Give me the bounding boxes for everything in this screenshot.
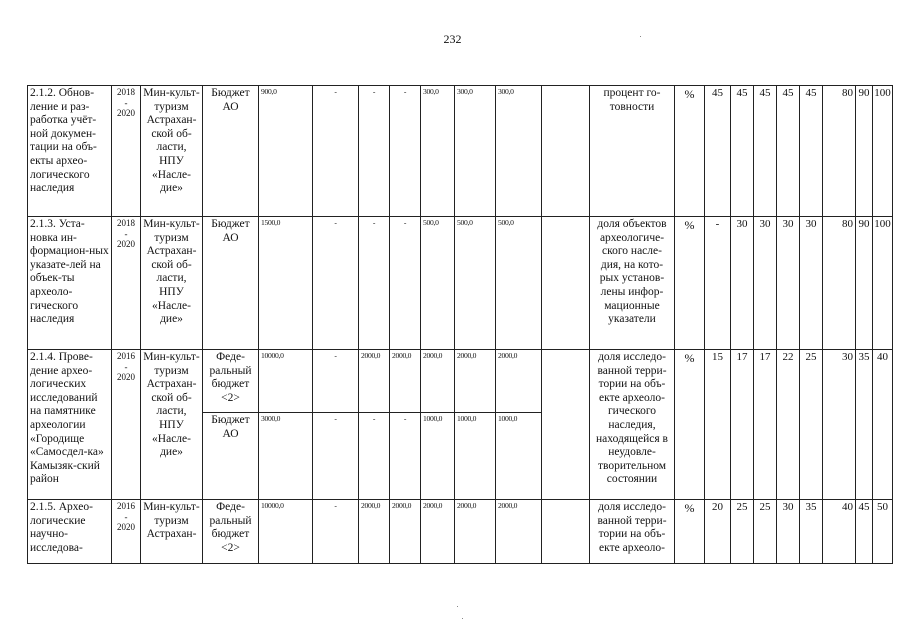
activity-executor: Мин-культ-туризм Астрахан-ской об-ласти, НПУ «Насле-дие» bbox=[141, 350, 203, 500]
indicator-value: 30 bbox=[754, 217, 777, 350]
activity-executor: Мин-культ-туризм Астрахан-ской об-ласти, НПУ «Насле-дие» bbox=[141, 217, 203, 350]
funding-year-amount: - bbox=[359, 217, 390, 350]
empty-cell bbox=[542, 413, 590, 500]
funding-source: Феде-ральный бюджет <2> bbox=[203, 350, 259, 413]
indicator-value: 22 bbox=[777, 350, 800, 500]
indicator-value: 15 bbox=[705, 350, 731, 500]
indicator-value: 45 bbox=[731, 86, 754, 217]
funding-year-amount: - bbox=[390, 86, 421, 217]
funding-year-amount: 1000,0 bbox=[496, 413, 542, 500]
funding-year-amount: 2000,0 bbox=[496, 500, 542, 564]
activity-name: 2.1.4. Прове-дение архео-логических исследований на памятнике археологии «Городище «Самосдел-ка» Камызяк-ский район bbox=[28, 350, 112, 500]
funding-year-amount: 500,0 bbox=[455, 217, 496, 350]
indicator-value: 40 bbox=[823, 500, 856, 564]
indicator-value: 90 bbox=[856, 217, 873, 350]
funding-year-amount: 300,0 bbox=[496, 86, 542, 217]
program-activities-table bbox=[27, 85, 893, 564]
funding-source: Бюджет АО bbox=[203, 217, 259, 350]
empty-cell bbox=[542, 86, 590, 217]
funding-year-amount: 300,0 bbox=[421, 86, 455, 217]
empty-cell bbox=[542, 500, 590, 564]
activity-years: 2018 - 2020 bbox=[112, 86, 141, 217]
funding-year-amount: 2000,0 bbox=[421, 350, 455, 413]
indicator-value: 50 bbox=[873, 500, 893, 564]
indicator-value: 45 bbox=[754, 86, 777, 217]
indicator-value: 25 bbox=[754, 500, 777, 564]
indicator-value: 25 bbox=[800, 350, 823, 500]
table-row bbox=[28, 86, 893, 217]
activity-years: 2016 - 2020 bbox=[112, 350, 141, 500]
funding-year-amount: - bbox=[359, 413, 390, 500]
activity-executor: Мин-культ-туризм Астрахан- bbox=[141, 500, 203, 564]
funding-year-amount: - bbox=[313, 413, 359, 500]
indicator-value: 90 bbox=[856, 86, 873, 217]
indicator-name: доля исследо-ванной терри-тории на объ-екте археоло-гического наследия, находящейся в неудовле-творительном состоянии bbox=[590, 350, 675, 500]
funding-source: Феде-ральный бюджет <2> bbox=[203, 500, 259, 564]
indicator-value: 45 bbox=[777, 86, 800, 217]
indicator-value: 30 bbox=[823, 350, 856, 500]
funding-year-amount: 2000,0 bbox=[455, 350, 496, 413]
page-number: 232 bbox=[443, 32, 462, 46]
funding-year-amount: - bbox=[313, 86, 359, 217]
funding-total: 10000,0 bbox=[259, 350, 313, 413]
empty-cell bbox=[542, 217, 590, 350]
indicator-value: - bbox=[705, 217, 731, 350]
indicator-value: 40 bbox=[873, 350, 893, 500]
table-row bbox=[28, 217, 893, 350]
activity-name: 2.1.2. Обнов-ление и раз-работка учёт-ной докумен-тации на объ-екты архео-логического наследия bbox=[28, 86, 112, 217]
activity-name: 2.1.3. Уста-новка ин-формацион-ных указате-лей на объек-ты археоло-гического наследия bbox=[28, 217, 112, 350]
indicator-value: 100 bbox=[873, 217, 893, 350]
indicator-value: 80 bbox=[823, 86, 856, 217]
funding-year-amount: 300,0 bbox=[455, 86, 496, 217]
table-row bbox=[28, 350, 893, 413]
scan-speck bbox=[457, 606, 458, 607]
indicator-value: 80 bbox=[823, 217, 856, 350]
indicator-unit: % bbox=[675, 217, 705, 350]
indicator-value: 35 bbox=[856, 350, 873, 500]
funding-year-amount: 2000,0 bbox=[455, 500, 496, 564]
indicator-value: 30 bbox=[777, 500, 800, 564]
funding-year-amount: 2000,0 bbox=[359, 500, 390, 564]
funding-total: 10000,0 bbox=[259, 500, 313, 564]
scan-speck bbox=[462, 618, 463, 619]
funding-year-amount: 2000,0 bbox=[421, 500, 455, 564]
funding-year-amount: - bbox=[313, 217, 359, 350]
funding-source: Бюджет АО bbox=[203, 413, 259, 500]
indicator-value: 100 bbox=[873, 86, 893, 217]
indicator-unit: % bbox=[675, 350, 705, 500]
funding-source: Бюджет АО bbox=[203, 86, 259, 217]
indicator-value: 20 bbox=[705, 500, 731, 564]
activity-name: 2.1.5. Архео-логические научно-исследова- bbox=[28, 500, 112, 564]
scan-speck bbox=[640, 36, 641, 37]
funding-year-amount: 500,0 bbox=[421, 217, 455, 350]
funding-year-amount: - bbox=[313, 500, 359, 564]
indicator-value: 45 bbox=[856, 500, 873, 564]
empty-cell bbox=[542, 350, 590, 413]
activity-years: 2018 - 2020 bbox=[112, 217, 141, 350]
funding-year-amount: 2000,0 bbox=[496, 350, 542, 413]
indicator-value: 30 bbox=[731, 217, 754, 350]
indicator-name: доля исследо-ванной терри-тории на объ-екте археоло- bbox=[590, 500, 675, 564]
indicator-value: 25 bbox=[731, 500, 754, 564]
funding-year-amount: 2000,0 bbox=[390, 500, 421, 564]
funding-year-amount: - bbox=[359, 86, 390, 217]
funding-year-amount: - bbox=[390, 217, 421, 350]
funding-total: 900,0 bbox=[259, 86, 313, 217]
indicator-value: 45 bbox=[705, 86, 731, 217]
funding-year-amount: 2000,0 bbox=[390, 350, 421, 413]
indicator-value: 17 bbox=[754, 350, 777, 500]
funding-year-amount: 1000,0 bbox=[421, 413, 455, 500]
funding-year-amount: 1000,0 bbox=[455, 413, 496, 500]
indicator-unit: % bbox=[675, 86, 705, 217]
indicator-name: доля объектов археологиче-ского насле-дия, на кото-рых установ-лены инфор-мационные указатели bbox=[590, 217, 675, 350]
funding-total: 3000,0 bbox=[259, 413, 313, 500]
indicator-value: 45 bbox=[800, 86, 823, 217]
funding-total: 1500,0 bbox=[259, 217, 313, 350]
activity-executor: Мин-культ-туризм Астрахан-ской об-ласти, НПУ «Насле-дие» bbox=[141, 86, 203, 217]
indicator-value: 17 bbox=[731, 350, 754, 500]
indicator-value: 35 bbox=[800, 500, 823, 564]
funding-year-amount: - bbox=[313, 350, 359, 413]
indicator-name: процент го-товности bbox=[590, 86, 675, 217]
table-row bbox=[28, 500, 893, 564]
funding-year-amount: 500,0 bbox=[496, 217, 542, 350]
funding-year-amount: 2000,0 bbox=[359, 350, 390, 413]
indicator-value: 30 bbox=[800, 217, 823, 350]
indicator-unit: % bbox=[675, 500, 705, 564]
indicator-value: 30 bbox=[777, 217, 800, 350]
funding-year-amount: - bbox=[390, 413, 421, 500]
activity-years: 2016 - 2020 bbox=[112, 500, 141, 564]
